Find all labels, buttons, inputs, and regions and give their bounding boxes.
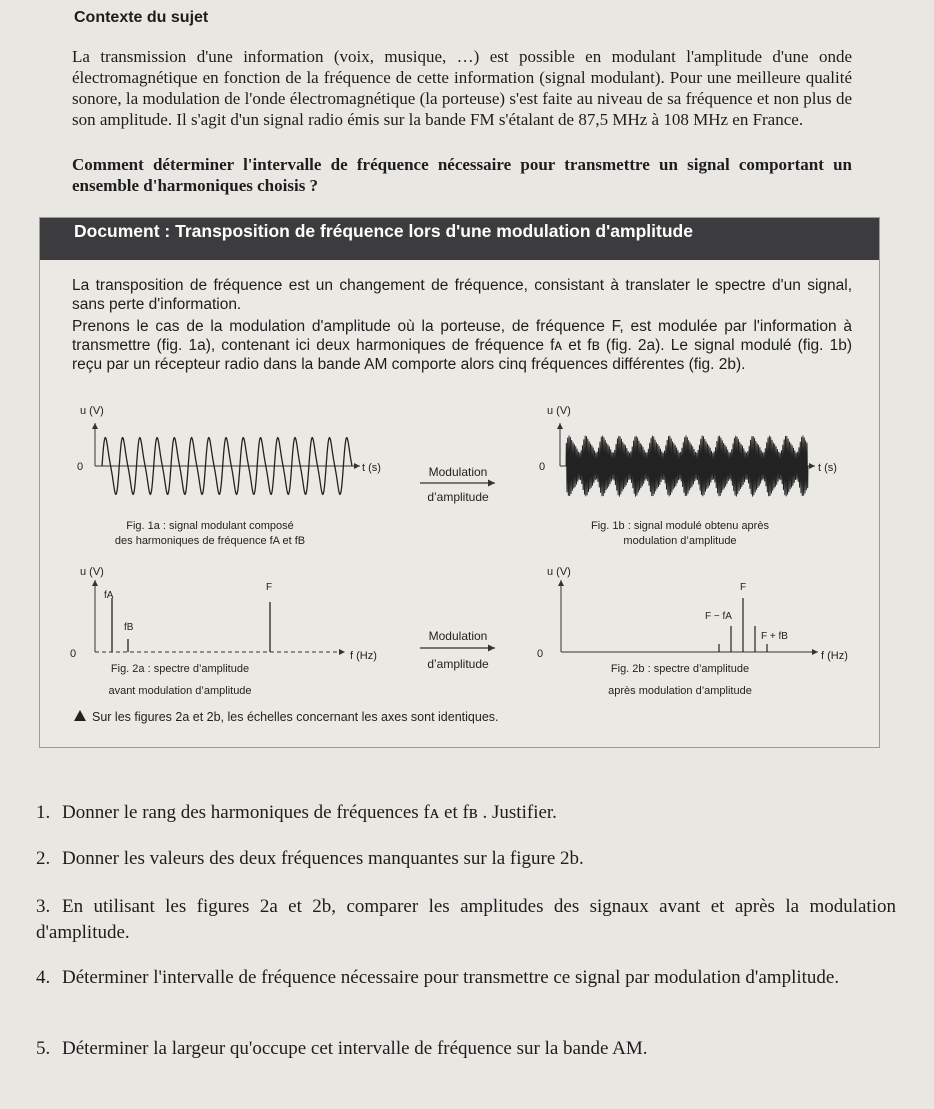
question-5-number: 5. xyxy=(36,1038,51,1059)
fig1b-xlabel: t (s) xyxy=(818,462,837,474)
question-2-number: 2. xyxy=(36,848,51,869)
question-5 xyxy=(36,1036,896,1062)
document-paragraph-1: La transposition de fréquence est un changement de fréquence, consistant à translater le spectre d'un signal, sans perte d'information. xyxy=(72,277,852,313)
fig2b-xlabel: f (Hz) xyxy=(821,650,848,662)
question-4-number: 4. xyxy=(36,967,51,988)
fig2a-xlabel: f (Hz) xyxy=(350,650,377,662)
arrow2-line1: Modulation xyxy=(428,629,488,643)
question-1-number: 1. xyxy=(36,802,51,823)
context-title: Contexte du sujet xyxy=(74,9,209,26)
question-2 xyxy=(36,846,896,872)
question-1 xyxy=(36,800,896,826)
fig1a-ylabel: u (V) xyxy=(80,405,104,417)
fig2a-ylabel: u (V) xyxy=(80,566,104,578)
fig1a-origin: 0 xyxy=(77,461,84,473)
scale-note xyxy=(74,710,499,724)
question-3-text: En utilisant les figures 2a et 2b, comparer les amplitudes des signaux avant et après la modulation d'amplitude. xyxy=(36,896,896,943)
document-paragraph-2: Prenons le cas de la modulation d'amplitude où la porteuse, de fréquence F, est modulée par l'information à transmettre (fig. 1a), contenant ici deux harmoniques de fréquence fᴀ et fʙ (fig. 2a). Le signal modulé (fig. 1b) reçu par un récepteur radio dans la bande AM comporte alors cinq fréquences différentes (fig. 2b). xyxy=(72,318,852,373)
document-box xyxy=(39,217,880,748)
arrow2-line2: d’amplitude xyxy=(427,657,489,671)
fig2b-label-F-plus-fB: F + fB xyxy=(761,631,788,642)
question-3-number: 3. xyxy=(36,896,51,917)
modulation-arrow-2 xyxy=(420,629,495,671)
arrow1-line2: d’amplitude xyxy=(427,490,489,504)
document-title: Document : Transposition de fréquence lors d'une modulation d'amplitude xyxy=(40,218,879,260)
modulation-arrow-1 xyxy=(420,465,495,504)
scale-note-text: Sur les figures 2a et 2b, les échelles concernant les axes sont identiques. xyxy=(92,710,499,724)
fig2a-label-F: F xyxy=(266,582,273,593)
fig2b-caption-1: Fig. 2b : spectre d’amplitude xyxy=(610,663,750,675)
triangle-warning-icon xyxy=(74,710,86,721)
fig2a-origin: 0 xyxy=(70,648,77,660)
context-paragraph: La transmission d'une information (voix, musique, …) est possible en modulant l'amplitude d'une onde électromagnétique en fonction de la fréquence de cette information (signal modulant). Pour une meilleure qualité sonore, la modulation de l'onde électromagnétique (la porteuse) s'est faite au niveau de sa fréquence et non plus de son amplitude. Il s'agit d'un signal radio émis sur la bande FM s'étalant de 87,5 MHz à 108 MHz en France. xyxy=(72,47,852,129)
fig2b-spectrum-plot xyxy=(537,566,848,697)
question-3 xyxy=(36,894,896,946)
question-4 xyxy=(36,965,896,991)
fig1b-caption-1: Fig. 1b : signal modulé obtenu après xyxy=(591,520,769,532)
fig1a-caption-1: Fig. 1a : signal modulant composé xyxy=(126,520,294,532)
fig2b-ylabel: u (V) xyxy=(547,566,571,578)
fig1b-modulated-wave xyxy=(566,435,808,496)
fig2a-label-fB: fB xyxy=(124,622,134,633)
question-4-text: Déterminer l'intervalle de fréquence nécessaire pour transmettre ce signal par modulation d'amplitude. xyxy=(62,967,840,988)
fig2a-spectrum-plot xyxy=(70,566,377,697)
question-5-text: Déterminer la largeur qu'occupe cet intervalle de fréquence sur la bande AM. xyxy=(62,1038,648,1059)
fig1b-ylabel: u (V) xyxy=(547,405,571,417)
fig2a-caption-2: avant modulation d’amplitude xyxy=(108,685,252,697)
fig2b-label-F-minus-fA: F − fA xyxy=(705,611,732,622)
question-1-text: Donner le rang des harmoniques de fréquences fᴀ et fʙ . Justifier. xyxy=(62,802,557,823)
fig1a-signal-plot xyxy=(77,405,381,547)
figures-panel xyxy=(40,218,879,747)
fig2b-caption-2: après modulation d’amplitude xyxy=(608,685,752,697)
arrow1-line1: Modulation xyxy=(428,465,488,479)
context-question: Comment déterminer l'intervalle de fréquence nécessaire pour transmettre un signal comportant un ensemble d'harmoniques choisis ? xyxy=(72,155,852,195)
fig2a-caption-1: Fig. 2a : spectre d’amplitude xyxy=(110,663,250,675)
fig2b-label-F: F xyxy=(740,582,747,593)
fig1a-caption-2: des harmoniques de fréquence fA et fB xyxy=(114,535,306,547)
fig2a-label-fA: fA xyxy=(104,590,114,601)
fig1a-xlabel: t (s) xyxy=(362,462,381,474)
fig2b-origin: 0 xyxy=(537,648,544,660)
fig1b-signal-plot xyxy=(539,405,837,547)
fig1b-origin: 0 xyxy=(539,461,546,473)
fig1b-caption-2: modulation d’amplitude xyxy=(623,535,737,547)
question-2-text: Donner les valeurs des deux fréquences manquantes sur la figure 2b. xyxy=(62,848,584,869)
